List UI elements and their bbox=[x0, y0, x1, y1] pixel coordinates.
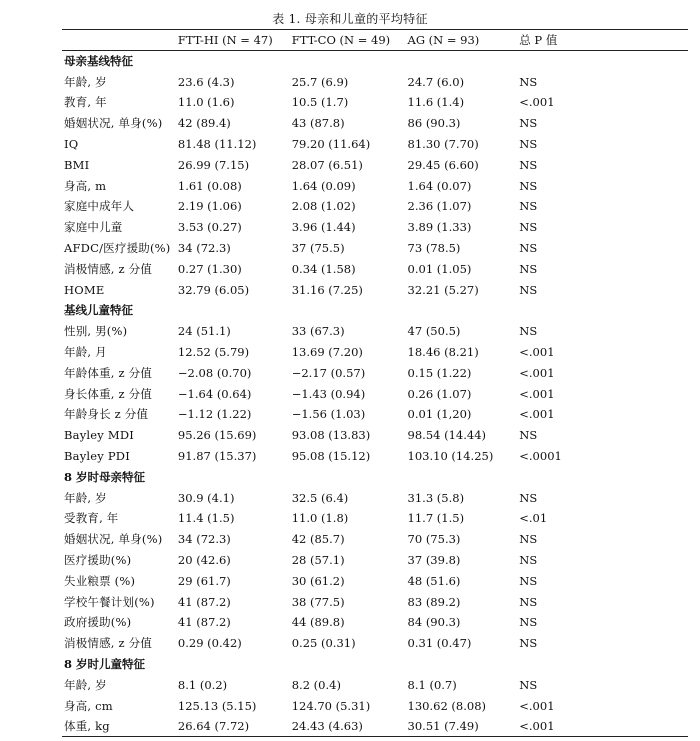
ag-value: 70 (75.3) bbox=[407, 532, 461, 547]
row-label: 年龄, 岁 bbox=[64, 490, 107, 505]
row-label: 年龄身长 z 分值 bbox=[64, 407, 149, 422]
ag-value: 31.3 (5.8) bbox=[407, 490, 465, 505]
ftt-co-value: 43 (87.8) bbox=[291, 116, 345, 131]
ftt-hi-value: 26.64 (7.72) bbox=[177, 719, 250, 734]
row-label: 婚姻状况, 单身(%) bbox=[64, 116, 163, 131]
ftt-co-value: 38 (77.5) bbox=[291, 594, 345, 609]
row-label: 政府援助(%) bbox=[64, 615, 132, 630]
table-row bbox=[62, 134, 688, 155]
table-row bbox=[62, 279, 688, 300]
table-row bbox=[62, 612, 688, 633]
ftt-hi-value: 32.79 (6.05) bbox=[177, 282, 250, 297]
header-ag: AG (N = 93) bbox=[407, 33, 480, 47]
ftt-hi-value: 42 (89.4) bbox=[177, 116, 231, 131]
ag-value: 11.7 (1.5) bbox=[407, 511, 465, 526]
header-ftt-hi: FTT-HI (N = 47) bbox=[177, 33, 273, 47]
ftt-hi-value: 11.4 (1.5) bbox=[177, 511, 235, 526]
ftt-hi-value: 29 (61.7) bbox=[177, 573, 231, 588]
row-label: 年龄, 月 bbox=[64, 345, 107, 360]
section-title: 母亲基线特征 bbox=[64, 54, 133, 69]
table-body bbox=[62, 51, 688, 737]
ftt-co-value: 10.5 (1.7) bbox=[291, 95, 349, 110]
ftt-co-value: 1.64 (0.09) bbox=[291, 178, 356, 193]
row-label: IQ bbox=[64, 137, 79, 152]
p-value: NS bbox=[519, 428, 538, 443]
ftt-co-value: 93.08 (13.83) bbox=[291, 428, 371, 443]
table-row bbox=[62, 550, 688, 571]
table-row bbox=[62, 695, 688, 716]
row-label: BMI bbox=[64, 157, 90, 172]
ftt-co-value: −1.56 (1.03) bbox=[291, 407, 366, 422]
ftt-hi-value: −1.12 (1.22) bbox=[177, 407, 252, 422]
row-label: 学校午餐计划(%) bbox=[64, 594, 155, 609]
p-value: NS bbox=[519, 261, 538, 276]
ftt-co-value: 44 (89.8) bbox=[291, 615, 345, 630]
section-header bbox=[62, 466, 688, 487]
p-value: NS bbox=[519, 615, 538, 630]
p-value: NS bbox=[519, 220, 538, 235]
ftt-hi-value: 41 (87.2) bbox=[177, 615, 231, 630]
p-value: NS bbox=[519, 74, 538, 89]
ftt-co-value: 25.7 (6.9) bbox=[291, 74, 349, 89]
ftt-hi-value: 11.0 (1.6) bbox=[177, 95, 235, 110]
ftt-hi-value: 1.61 (0.08) bbox=[177, 178, 242, 193]
table-row bbox=[62, 92, 688, 113]
ftt-hi-value: 0.27 (1.30) bbox=[177, 261, 242, 276]
ag-value: 37 (39.8) bbox=[407, 553, 461, 568]
row-label: 消极情感, z 分值 bbox=[64, 261, 153, 276]
p-value: <.001 bbox=[519, 365, 555, 380]
ftt-hi-value: 91.87 (15.37) bbox=[177, 449, 257, 464]
p-value: <.0001 bbox=[519, 449, 562, 464]
p-value: NS bbox=[519, 199, 538, 214]
row-label: 身高, m bbox=[64, 178, 107, 193]
ag-value: 30.51 (7.49) bbox=[407, 719, 479, 734]
ftt-hi-value: 125.13 (5.15) bbox=[177, 698, 257, 713]
ag-value: 98.54 (14.44) bbox=[407, 428, 487, 443]
table-row bbox=[62, 570, 688, 591]
p-value: NS bbox=[519, 137, 538, 152]
section-title: 基线儿童特征 bbox=[64, 303, 133, 318]
p-value: NS bbox=[519, 553, 538, 568]
table-row bbox=[62, 529, 688, 550]
ftt-hi-value: 95.26 (15.69) bbox=[177, 428, 257, 443]
ftt-hi-value: 26.99 (7.15) bbox=[177, 157, 250, 172]
row-label: 家庭中儿童 bbox=[64, 220, 123, 235]
ftt-hi-value: 12.52 (5.79) bbox=[177, 345, 250, 360]
p-value: NS bbox=[519, 573, 538, 588]
ag-value: 24.7 (6.0) bbox=[407, 74, 465, 89]
row-label: 受教育, 年 bbox=[64, 511, 119, 526]
ftt-co-value: 79.20 (11.64) bbox=[291, 137, 371, 152]
ag-value: 1.64 (0.07) bbox=[407, 178, 472, 193]
p-value: NS bbox=[519, 677, 538, 692]
p-value: <.001 bbox=[519, 95, 555, 110]
p-value: NS bbox=[519, 157, 538, 172]
p-value: NS bbox=[519, 178, 538, 193]
ag-value: 47 (50.5) bbox=[407, 324, 461, 339]
ftt-co-value: 124.70 (5.31) bbox=[291, 698, 371, 713]
ftt-co-value: 24.43 (4.63) bbox=[291, 719, 363, 734]
ag-value: 0.15 (1.22) bbox=[407, 365, 472, 380]
table-row bbox=[62, 71, 688, 92]
ftt-hi-value: 24 (51.1) bbox=[177, 324, 231, 339]
p-value: NS bbox=[519, 636, 538, 651]
section-header bbox=[62, 654, 688, 675]
ftt-co-value: 2.08 (1.02) bbox=[291, 199, 356, 214]
table-row bbox=[62, 446, 688, 467]
ftt-co-value: 28.07 (6.51) bbox=[291, 157, 363, 172]
ftt-co-value: −2.17 (0.57) bbox=[291, 365, 366, 380]
ag-value: 2.36 (1.07) bbox=[407, 199, 472, 214]
row-label: 消极情感, z 分值 bbox=[64, 636, 153, 651]
ag-value: 83 (89.2) bbox=[407, 594, 461, 609]
table-row bbox=[62, 674, 688, 695]
table-row bbox=[62, 404, 688, 425]
ag-value: 84 (90.3) bbox=[407, 615, 461, 630]
row-label: HOME bbox=[64, 282, 105, 297]
ftt-co-value: 8.2 (0.4) bbox=[291, 677, 341, 692]
table-row bbox=[62, 154, 688, 175]
table-row bbox=[62, 342, 688, 363]
table-row bbox=[62, 217, 688, 238]
ag-value: 81.30 (7.70) bbox=[407, 137, 479, 152]
p-value: <.001 bbox=[519, 386, 555, 401]
ag-value: 32.21 (5.27) bbox=[407, 282, 479, 297]
p-value: NS bbox=[519, 241, 538, 256]
ag-value: 3.89 (1.33) bbox=[407, 220, 472, 235]
ftt-co-value: 33 (67.3) bbox=[291, 324, 345, 339]
ftt-hi-value: −1.64 (0.64) bbox=[177, 386, 252, 401]
ftt-hi-value: 30.9 (4.1) bbox=[177, 490, 235, 505]
row-label: 年龄, 岁 bbox=[64, 677, 107, 692]
p-value: NS bbox=[519, 282, 538, 297]
ftt-co-value: 13.69 (7.20) bbox=[291, 345, 363, 360]
ftt-hi-value: 0.29 (0.42) bbox=[177, 636, 242, 651]
table-header bbox=[62, 30, 688, 51]
ag-value: 0.31 (0.47) bbox=[407, 636, 472, 651]
table-row bbox=[62, 175, 688, 196]
row-label: 家庭中成年人 bbox=[64, 199, 135, 214]
ag-value: 103.10 (14.25) bbox=[407, 449, 494, 464]
row-label: 性别, 男(%) bbox=[64, 324, 128, 339]
ftt-co-value: 37 (75.5) bbox=[291, 241, 345, 256]
ag-value: 0.26 (1.07) bbox=[407, 386, 472, 401]
table-row bbox=[62, 591, 688, 612]
table-row bbox=[62, 383, 688, 404]
table-row bbox=[62, 113, 688, 134]
ag-value: 0.01 (1,20) bbox=[407, 407, 472, 422]
p-value: <.01 bbox=[519, 511, 548, 526]
ftt-co-value: 3.96 (1.44) bbox=[291, 220, 356, 235]
ftt-co-value: 0.25 (0.31) bbox=[291, 636, 356, 651]
row-label: Bayley MDI bbox=[64, 428, 134, 443]
table-row bbox=[62, 508, 688, 529]
table-row bbox=[62, 362, 688, 383]
row-label: 年龄体重, z 分值 bbox=[64, 365, 153, 380]
ftt-hi-value: 41 (87.2) bbox=[177, 594, 231, 609]
row-label: 失业粮票 (%) bbox=[64, 573, 136, 588]
table-row bbox=[62, 238, 688, 259]
ag-value: 48 (51.6) bbox=[407, 573, 461, 588]
ftt-hi-value: 23.6 (4.3) bbox=[177, 74, 235, 89]
table-row bbox=[62, 716, 688, 737]
ftt-co-value: 11.0 (1.8) bbox=[291, 511, 349, 526]
ag-value: 130.62 (8.08) bbox=[407, 698, 487, 713]
p-value: <.001 bbox=[519, 698, 555, 713]
ftt-hi-value: 2.19 (1.06) bbox=[177, 199, 242, 214]
ftt-co-value: 28 (57.1) bbox=[291, 553, 345, 568]
row-label: 身高, cm bbox=[64, 698, 113, 713]
section-header bbox=[62, 300, 688, 321]
row-label: 年龄, 岁 bbox=[64, 74, 107, 89]
p-value: <.001 bbox=[519, 345, 555, 360]
ag-value: 0.01 (1.05) bbox=[407, 261, 472, 276]
header-p-value: 总 P 值 bbox=[519, 33, 558, 47]
header-ftt-co: FTT-CO (N = 49) bbox=[291, 33, 391, 47]
row-label: 医疗援助(%) bbox=[64, 553, 132, 568]
section-header bbox=[62, 51, 688, 72]
ftt-co-value: 31.16 (7.25) bbox=[291, 282, 363, 297]
p-value: NS bbox=[519, 324, 538, 339]
p-value: NS bbox=[519, 532, 538, 547]
ag-value: 73 (78.5) bbox=[407, 241, 461, 256]
ftt-hi-value: 8.1 (0.2) bbox=[177, 677, 228, 692]
table-row bbox=[62, 321, 688, 342]
ftt-hi-value: 3.53 (0.27) bbox=[177, 220, 242, 235]
ag-value: 18.46 (8.21) bbox=[407, 345, 479, 360]
header-label bbox=[62, 30, 178, 51]
ag-value: 86 (90.3) bbox=[407, 116, 461, 131]
p-value: NS bbox=[519, 490, 538, 505]
ftt-co-value: 95.08 (15.12) bbox=[291, 449, 371, 464]
ftt-hi-value: −2.08 (0.70) bbox=[177, 365, 252, 380]
header-row bbox=[62, 30, 688, 51]
ftt-co-value: 30 (61.2) bbox=[291, 573, 345, 588]
ftt-co-value: 32.5 (6.4) bbox=[291, 490, 349, 505]
section-title: 8 岁时儿童特征 bbox=[64, 657, 146, 671]
row-label: 教育, 年 bbox=[64, 95, 107, 110]
table-caption: 表 1. 母亲和儿童的平均特征 bbox=[272, 12, 428, 26]
table-row bbox=[62, 425, 688, 446]
ag-value: 8.1 (0.7) bbox=[407, 677, 457, 692]
ftt-hi-value: 20 (42.6) bbox=[177, 553, 231, 568]
table-row bbox=[62, 487, 688, 508]
ftt-co-value: −1.43 (0.94) bbox=[291, 386, 366, 401]
row-label: Bayley PDI bbox=[64, 449, 130, 464]
row-label: AFDC/医疗援助(%) bbox=[64, 241, 171, 256]
ftt-hi-value: 81.48 (11.12) bbox=[177, 137, 257, 152]
ftt-hi-value: 34 (72.3) bbox=[177, 241, 231, 256]
ag-value: 29.45 (6.60) bbox=[407, 157, 479, 172]
p-value: <.001 bbox=[519, 407, 555, 422]
section-title: 8 岁时母亲特征 bbox=[64, 469, 146, 484]
ftt-co-value: 42 (85.7) bbox=[291, 532, 345, 547]
ag-value: 11.6 (1.4) bbox=[407, 95, 465, 110]
p-value: NS bbox=[519, 116, 538, 131]
p-value: <.001 bbox=[519, 719, 555, 734]
ftt-co-value: 0.34 (1.58) bbox=[291, 261, 356, 276]
ftt-hi-value: 34 (72.3) bbox=[177, 532, 231, 547]
table-row bbox=[62, 633, 688, 654]
row-label: 婚姻状况, 单身(%) bbox=[64, 532, 163, 547]
row-label: 身长体重, z 分值 bbox=[64, 386, 153, 401]
table-row bbox=[62, 258, 688, 279]
table-row bbox=[62, 196, 688, 217]
characteristics-table bbox=[62, 29, 688, 737]
row-label: 体重, kg bbox=[64, 719, 110, 734]
p-value: NS bbox=[519, 594, 538, 609]
